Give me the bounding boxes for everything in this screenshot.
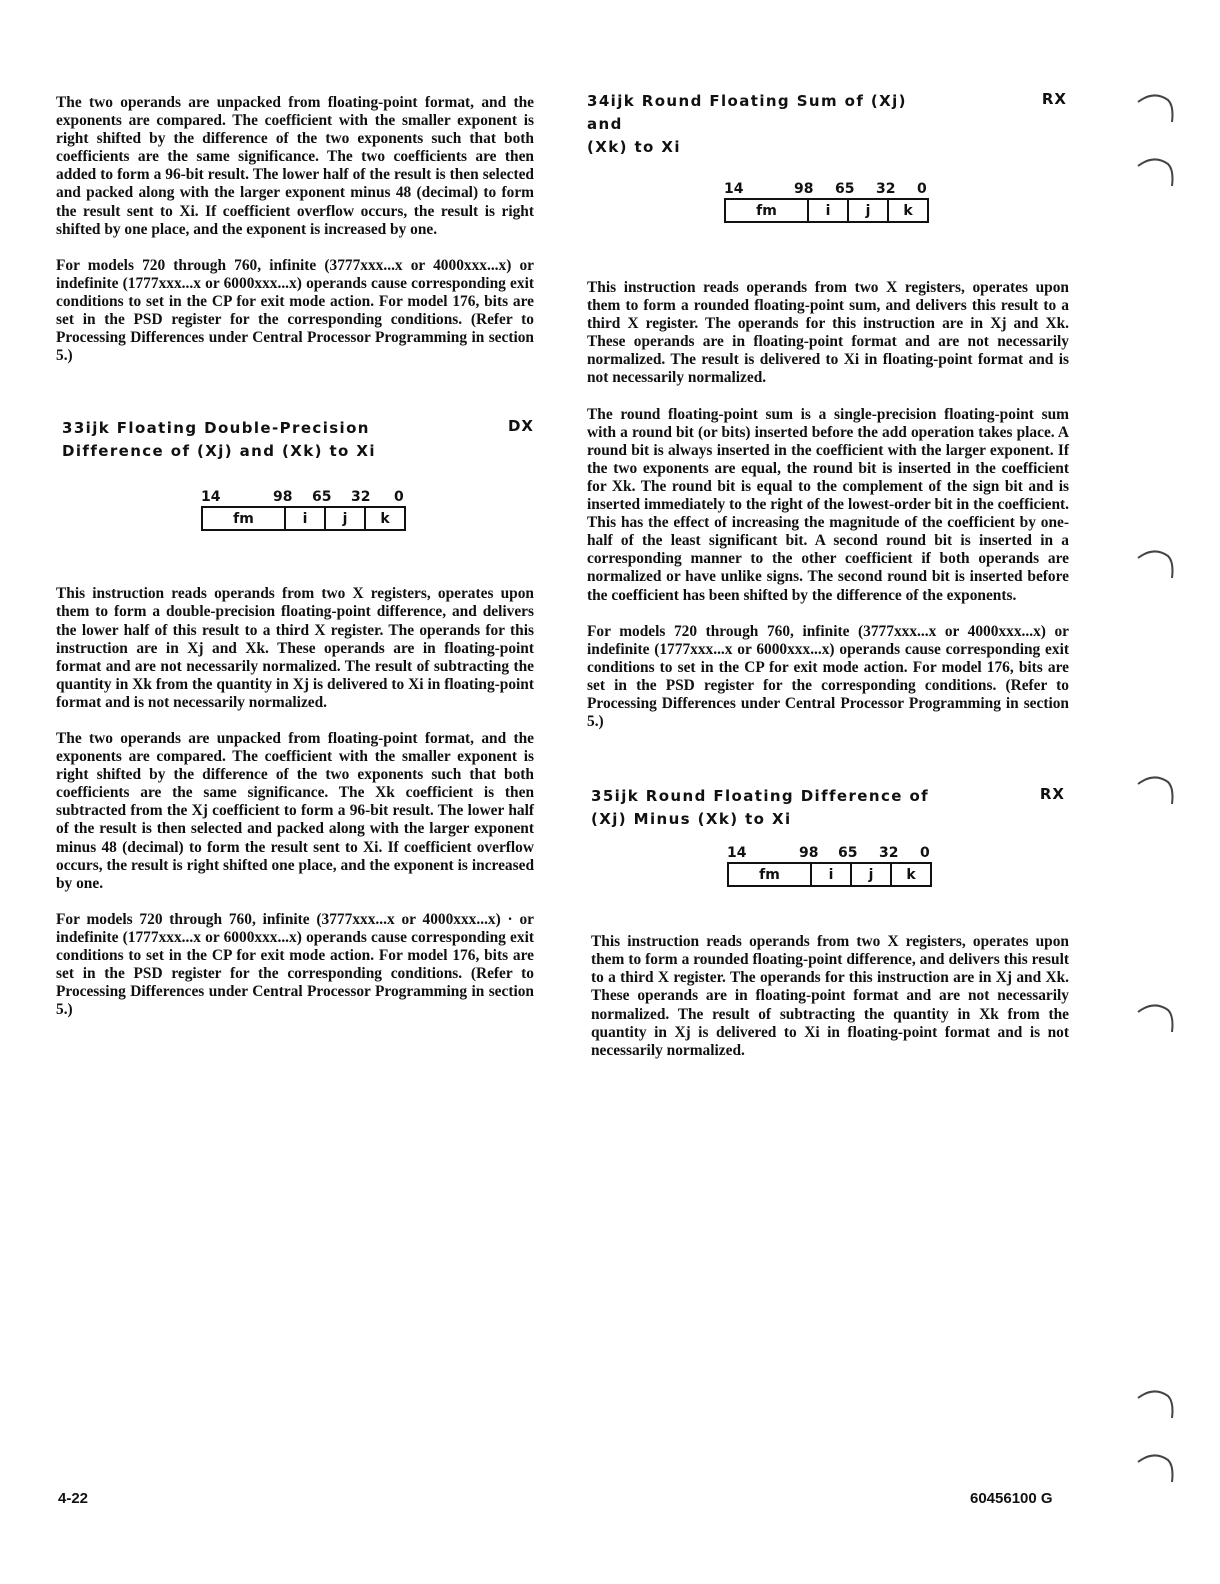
bit-label: 32 (879, 845, 899, 862)
paragraph: This instruction reads operands from two X registers, operates upon them to form a rounded floating-point difference, and delivers this result to a third X register. The operands for this instruction are in Xj and Xk. These operands are in floating-point format and are not necessarily normalized. The result of subtracting the quantity in Xk from the quantity in Xj is delivered to Xi in floating-point format and is not necessarily normalized. (591, 933, 1069, 1059)
bit-label: 98 (794, 181, 814, 197)
heading-line: 34ijk Round Floating Sum of (Xj) and (587, 92, 907, 133)
format-code: RX (1039, 785, 1065, 804)
field-k: k (366, 506, 406, 531)
right-column (587, 90, 1069, 1078)
field-j: j (852, 862, 892, 887)
left-column (56, 94, 534, 1037)
heading-line: (Xj) Minus (Xk) to Xi (591, 810, 792, 829)
bit-label: 32 (351, 489, 371, 506)
field-j: j (849, 198, 889, 223)
bit-label: 0 (917, 181, 927, 197)
instruction-format-diagram (724, 181, 929, 231)
section-34-heading (587, 90, 1069, 159)
bit-label: 0 (394, 489, 404, 506)
field-fm: fm (727, 862, 812, 887)
binder-mark-icon (1134, 998, 1178, 1038)
bit-label: 65 (835, 181, 855, 197)
bit-label: 98 (273, 489, 293, 506)
section-35-heading (591, 785, 1069, 831)
binder-mark-icon (1134, 544, 1178, 584)
instruction-format-diagram (201, 489, 406, 539)
binder-mark-icon (1134, 1384, 1178, 1424)
field-i: i (809, 198, 849, 223)
field-k: k (889, 198, 929, 223)
heading-line: (Xk) to Xi (587, 138, 681, 156)
heading-line: Difference of (Xj) and (Xk) to Xi (62, 442, 376, 461)
bit-label: 14 (727, 845, 747, 862)
bit-label: 65 (838, 845, 858, 862)
binder-mark-icon (1134, 152, 1178, 192)
paragraph: This instruction reads operands from two X registers, operates upon them to form a double-precision floating-point difference, and delivers the lower half of this result to a third X register. The operands for this instruction are in Xj and Xk. These operands are in floating-point format and are not necessarily normalized. The result of subtracting the quantity in Xk from the quantity in Xj is delivered to Xi in floating-point format and is not necessarily normalized. (56, 585, 534, 711)
paragraph: The round floating-point sum is a single-precision floating-point sum with a round bit (or bits) inserted before the add operation takes place. A round bit is always inserted in the coefficient with the larger exponent. If the two exponents are equal, the round bit is inserted in the coefficient for Xk. The round bit is equal to the complement of the sign bit and is inserted immediately to the right of the lowest-order bit in the coefficient. This has the effect of increasing the magnitude of the coefficient by one-half of the least significant bit. A second round bit is inserted in a corresponding manner to the other coefficient if both operands are normalized or have unlike signs. The second round bit is inserted before the coefficient has been shifted by the difference of the exponents. (587, 405, 1069, 604)
page-number: 4-22 (58, 1490, 89, 1507)
paragraph: For models 720 through 760, infinite (3777xxx...x or 4000xxx...x) or indefinite (1777xxx...x or 6000xxx...x) operands cause corresponding exit conditions to set in the CP for exit mode action. For model 176, bits are set in the PSD register for the corresponding conditions. (Refer to Processing Differences under Central Processor Programming in section 5.) (56, 256, 534, 365)
field-fm: fm (201, 506, 286, 531)
binder-mark-icon (1134, 1448, 1178, 1488)
paragraph: The two operands are unpacked from floating-point format, and the exponents are compared. The coefficient with the smaller exponent is right shifted by the difference of the two exponents such that both coefficients are the same significance. The Xk coefficient is then subtracted from the Xj coefficient to form a 96-bit result. The lower half of the result is then selected and packed along with the larger exponent minus 48 (decimal) to form the result sent to Xi. If coefficient overflow occurs, the result is right shifted one place, and the exponent is increased by one. (56, 729, 534, 892)
paragraph: For models 720 through 760, infinite (3777xxx...x or 4000xxx...x) or indefinite (1777xxx...x or 6000xxx...x) operands cause corresponding exit conditions to set in the CP for exit mode action. For model 176, bits are set in the PSD register for the corresponding conditions. (Refer to Processing Differences under Central Processor Programming in section 5.) (587, 622, 1069, 731)
instruction-format-diagram (727, 845, 932, 895)
bit-label: 14 (724, 181, 744, 197)
paragraph: This instruction reads operands from two X registers, operates upon them to form a rounded floating-point sum, and delivers this result to a third X register. The operands for this instruction are in Xj and Xk. These operands are in floating-point format and are not necessarily normalized. The result is delivered to Xi in floating-point format and is not necessarily normalized. (587, 279, 1069, 387)
paragraph: For models 720 through 760, infinite (3777xxx...x or 4000xxx...x) · or indefinite (1777xxx...x or 6000xxx...x) operands cause corresponding exit conditions to set in the CP for exit mode action. For model 176, bits are set in the PSD register for the corresponding conditions. (Refer to Processing Differences under Central Processor Programming in section 5.) (56, 910, 534, 1019)
binder-mark-icon (1134, 88, 1178, 128)
bit-label: 32 (876, 181, 896, 197)
format-code: RX (1041, 90, 1067, 108)
field-i: i (812, 862, 852, 887)
bit-label: 65 (312, 489, 332, 506)
bit-label: 98 (799, 845, 819, 862)
paragraph: The two operands are unpacked from floating-point format, and the exponents are compared. The coefficient with the smaller exponent is right shifted by the difference of the two exponents such that both coefficients are the same significance. The two coefficients are then added to form a 96-bit result. The lower half of the result is then selected and packed along with the larger exponent minus 48 (decimal) to form the result sent to Xi. If coefficient overflow occurs, the result is right shifted by one place, and the exponent is increased by one. (56, 94, 534, 238)
field-k: k (892, 862, 932, 887)
section-33-heading (62, 417, 534, 463)
field-j: j (326, 506, 366, 531)
heading-line: 33ijk Floating Double-Precision (62, 419, 370, 438)
field-i: i (286, 506, 326, 531)
binder-mark-icon (1134, 770, 1178, 810)
field-fm: fm (724, 198, 809, 223)
document-number: 60456100 G (970, 1490, 1053, 1507)
bit-label: 14 (201, 489, 221, 506)
heading-line: 35ijk Round Floating Difference of (591, 787, 930, 806)
format-code: DX (507, 417, 534, 436)
bit-label: 0 (920, 845, 930, 862)
